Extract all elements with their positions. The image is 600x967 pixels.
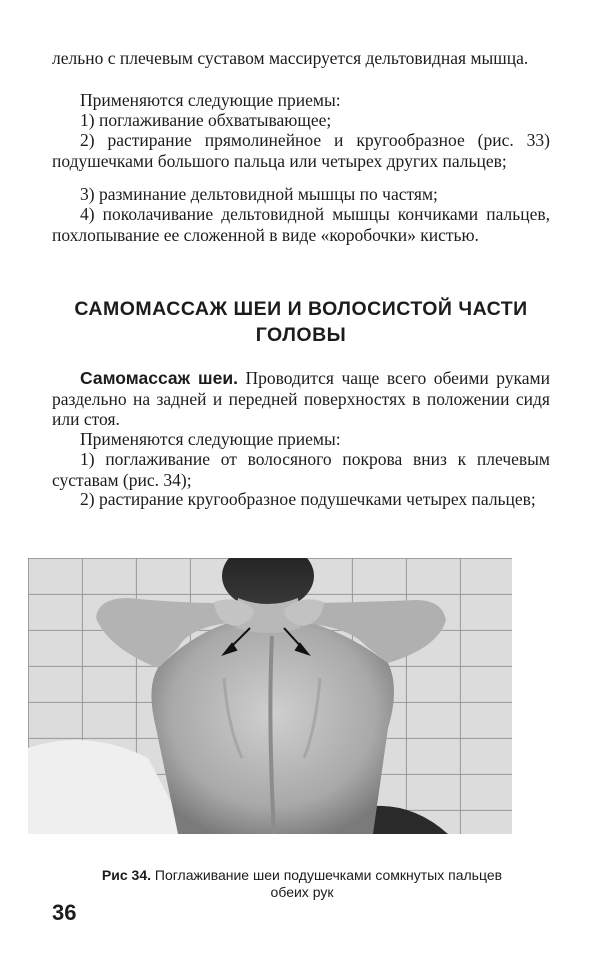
- neck-massage-photo: [28, 558, 512, 834]
- list-item: 4) поколачивание дельтовидной мышцы кончиками пальцев, похлопывание ее сложенной в виде «коробочки» кистью.: [52, 204, 550, 245]
- techniques-intro: Применяются следующие приемы:: [80, 90, 341, 110]
- section-heading: [52, 296, 550, 348]
- page-number: 36: [52, 900, 77, 925]
- figure-photo: [28, 558, 512, 834]
- list-item: 2) растирание прямолинейное и кругообразное (рис. 33) подушечками большого пальца или четырех других пальцев;: [52, 130, 550, 171]
- figure-caption-text: Поглаживание шеи подушечками сомкнутых пальцев обеих рук: [151, 867, 503, 900]
- paragraph-continuation: лельно с плечевым суставом массируется дельтовидная мышца.: [52, 48, 529, 68]
- section-heading-line: ГОЛОВЫ: [255, 324, 347, 346]
- list-item: 1) поглаживание обхватывающее;: [80, 110, 332, 130]
- techniques-intro: Применяются следующие приемы:: [80, 429, 341, 449]
- figure-caption-label: Рис 34.: [101, 867, 152, 883]
- section-heading-line: САМОМАССАЖ ШЕИ И ВОЛОСИСТОЙ ЧАСТИ: [74, 298, 528, 320]
- list-item: 3) разминание дельтовидной мышцы по частям;: [80, 184, 438, 204]
- list-item: 2) растирание кругообразное подушечками четырех пальцев;: [80, 489, 536, 509]
- figure-caption: [82, 867, 522, 901]
- lead-term: Самомассаж шеи.: [80, 368, 238, 388]
- lead-text: Проводится чаще всего обеими руками раздельно на задней и передней поверхностях в положении сидя или стоя.: [52, 368, 550, 429]
- section-lead-paragraph: [52, 368, 550, 430]
- list-item: 1) поглаживание от волосяного покрова вниз к плечевым суставам (рис. 34);: [52, 449, 550, 490]
